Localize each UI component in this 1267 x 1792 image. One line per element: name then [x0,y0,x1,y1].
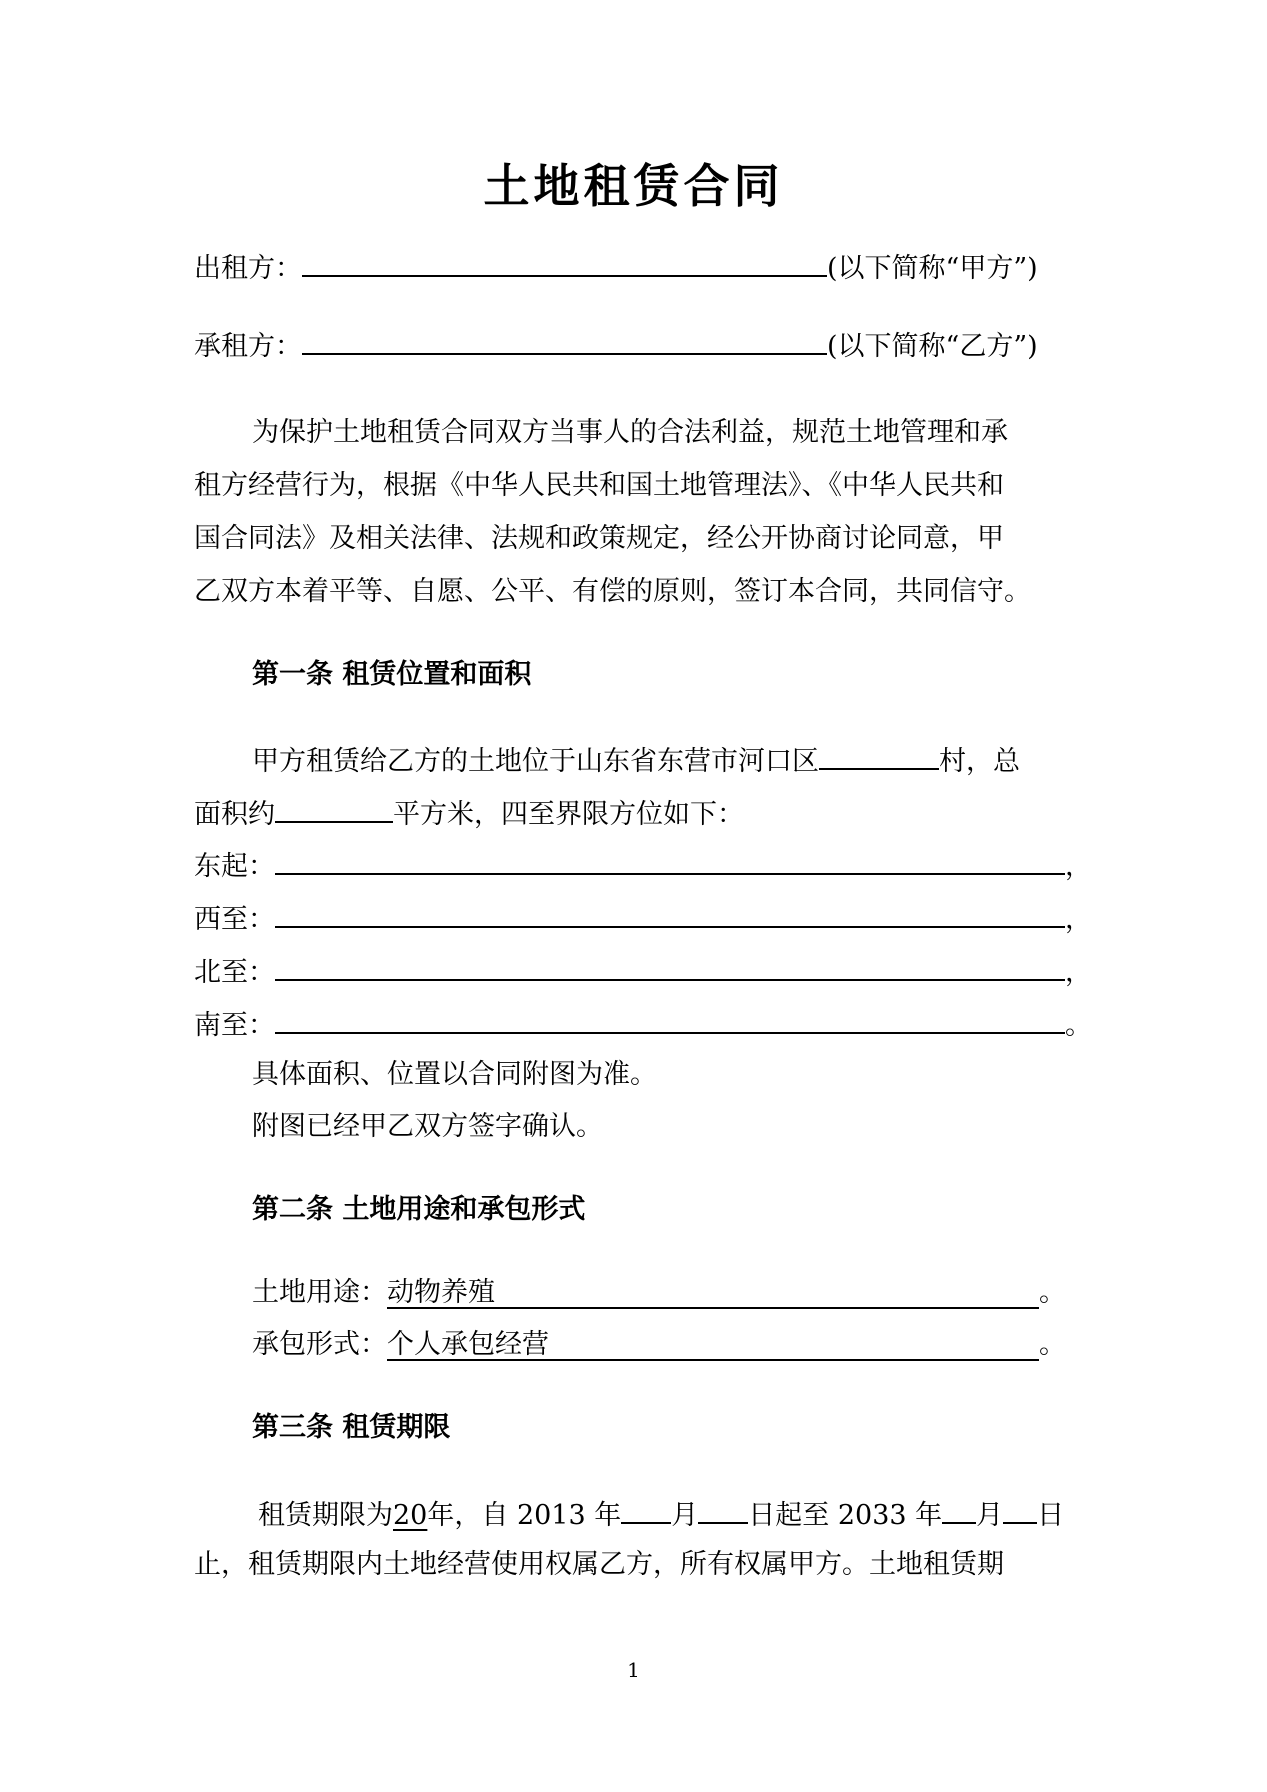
lessee-name-blank[interactable] [302,323,827,355]
boundary-end: 。 [1065,1010,1092,1041]
area-note-1: 具体面积、位置以合同附图为准。 [252,1059,657,1090]
contract-form-value: 个人承包经营 [387,1329,549,1360]
month-word: 月 [671,1500,699,1531]
lessee-label: 承租方： [194,331,302,362]
land-use-line [252,1273,1066,1313]
article3-heading: 第三条 租赁期限 [252,1412,451,1443]
land-use-end: 。 [1039,1277,1066,1308]
term-pre: 租赁期限为 [258,1500,393,1531]
day-word: 日 [1037,1500,1065,1531]
lessor-suffix: (以下简称“甲方”) [827,253,1038,284]
document-title: 土地租赁合同 [483,159,784,213]
boundary-label: 西至： [194,904,275,935]
end-day-blank[interactable] [1003,1492,1037,1524]
land-use-value: 动物养殖 [387,1277,495,1308]
article2-heading: 第二条 土地用途和承包形式 [252,1194,586,1225]
contract-form-line [252,1325,1066,1365]
article1-heading: 第一条 租赁位置和面积 [252,659,532,690]
area-note-2: 附图已经甲乙双方签字确认。 [252,1111,603,1142]
boundary-south [194,1002,1092,1042]
lessor-name-blank[interactable] [302,245,827,277]
lessee-line [194,323,1038,363]
land-use-label: 土地用途： [252,1277,387,1308]
area-label: 面积约 [194,799,275,830]
boundary-label: 东起： [194,851,275,882]
lessor-label: 出租方： [194,253,302,284]
boundary-label: 北至： [194,957,275,988]
area-blank[interactable] [275,791,393,823]
end-month-blank[interactable] [942,1492,976,1524]
location-line [252,738,1020,778]
boundary-west [194,896,1092,936]
term-years[interactable]: 20 [393,1500,428,1531]
intro-line-4: 乙双方本着平等、自愿、公平、有偿的原则，签订本合同，共同信守。 [194,576,1031,607]
start-day-blank[interactable] [698,1492,748,1524]
intro-line-3: 国合同法》及相关法律、法规和政策规定，经公开协商讨论同意，甲 [194,523,1004,554]
boundary-north [194,949,1092,989]
boundary-west-blank[interactable] [275,896,1065,928]
intro-line-1: 为保护土地租赁合同双方当事人的合法利益，规范土地管理和承 [252,417,1008,448]
month-word: 月 [976,1500,1004,1531]
term-mid: 年，自 2013 年 [427,1500,622,1531]
lessor-line [194,245,1038,285]
lease-term-line [258,1492,1064,1532]
lease-term-line-2: 止，租赁期限内土地经营使用权属乙方，所有权属甲方。土地租赁期 [194,1549,1004,1580]
contract-form-label: 承包形式： [252,1329,387,1360]
contract-form-end: 。 [1039,1329,1066,1360]
page-number: 1 [627,1658,640,1682]
start-month-blank[interactable] [621,1492,671,1524]
boundary-end: ， [1065,957,1092,988]
village-blank[interactable] [819,738,939,770]
boundary-end: ， [1065,851,1092,882]
boundary-north-blank[interactable] [275,949,1065,981]
area-line [194,791,744,831]
day-start-text: 日起至 2033 年 [748,1500,943,1531]
intro-line-2: 租方经营行为，根据《中华人民共和国土地管理法》、《中华人民共和 [194,470,1004,501]
boundary-east-blank[interactable] [275,843,1065,875]
boundary-label: 南至： [194,1010,275,1041]
boundary-east [194,843,1092,883]
location-text-end: 村，总 [939,746,1020,777]
area-text: 平方米，四至界限方位如下： [393,799,744,830]
contract-form-field[interactable] [387,1325,1039,1361]
location-text: 甲方租赁给乙方的土地位于山东省东营市河口区 [252,746,819,777]
boundary-south-blank[interactable] [275,1002,1065,1034]
boundary-end: ， [1065,904,1092,935]
lessee-suffix: (以下简称“乙方”) [827,331,1038,362]
land-use-field[interactable] [387,1273,1039,1309]
